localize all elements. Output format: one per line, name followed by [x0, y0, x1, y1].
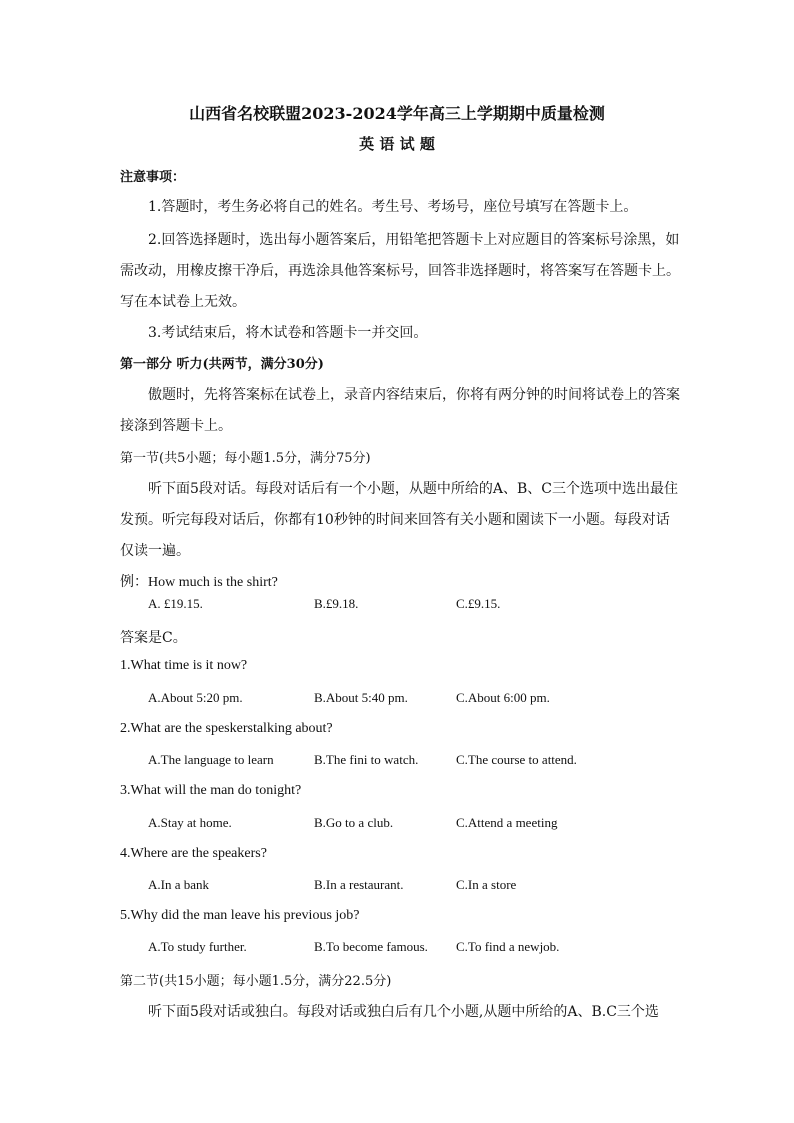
section2-instruction-line-1: 听下面5段对话或独白。每段对话或独白后有几个小题,从题中所给的A、B.C三个选	[148, 1004, 659, 1020]
question-1-option-c: C.About 6:00 pm.	[456, 690, 550, 705]
example-option-c: C.£9.15.	[456, 596, 501, 611]
question-3-option-b: B.Go to a club.	[314, 815, 394, 830]
question-3-option-c: C.Attend a meeting	[456, 815, 558, 830]
question-4-option-c: C.In a store	[456, 877, 517, 892]
example-answer: 答案是C。	[120, 630, 187, 646]
question-3-option-a: A.Stay at home.	[148, 815, 232, 830]
question-4: 4.Where are the speakers?	[120, 846, 267, 861]
section1-heading: 第一节(共5小题；每小题1.5分，满分75分)	[120, 451, 371, 466]
question-2-option-c: C.The course to attend.	[456, 752, 577, 767]
section2-heading: 第二节(共15小题；每小题1.5分，满分22.5分)	[120, 974, 392, 989]
question-4-option-a: A.In a bank	[148, 877, 210, 892]
example-question: 例：How much is the shirt?	[120, 575, 278, 590]
question-5-option-b: B.To become famous.	[314, 939, 428, 954]
subject-title: 英 语 试 题	[359, 135, 435, 153]
question-1: 1.What time is it now?	[120, 658, 248, 673]
question-1-option-b: B.About 5:40 pm.	[314, 690, 408, 705]
section1-instruction-line-2: 发预。听完每段对话后，你都有10秒钟的时间来回答有关小题和園读下一小题。每段对话	[120, 512, 670, 528]
part1-intro-line-2: 接涤到答题卡上。	[120, 418, 232, 434]
section1-instruction-line-1: 听下面5段对话。每段对话后有一个小题，从题中所给的A、B、C三个选项中选出最住	[148, 481, 679, 497]
section1-instruction-line-3: 仅读一遍。	[120, 543, 190, 559]
question-5-option-c: C.To find a newjob.	[456, 939, 560, 954]
notice-heading: 注意事项：	[120, 170, 186, 185]
part1-heading: 第一部分 听力(共两节，满分30分)	[120, 357, 324, 372]
question-2: 2.What are the speskerstalking about?	[120, 721, 333, 736]
notice-item-2-line-2: 需改动，用橡皮擦干净后，再选涂具他答案标号，回答非选择题时，将答案写在答题卡上。	[120, 263, 680, 279]
example-option-b: B.£9.18.	[314, 596, 359, 611]
question-4-option-b: B.In a restaurant.	[314, 877, 404, 892]
question-5-option-a: A.To study further.	[148, 939, 247, 954]
notice-item-3: 3.考试结束后，将木试卷和答题卡一并交回。	[148, 325, 428, 341]
question-1-option-a: A.About 5:20 pm.	[148, 690, 243, 705]
question-2-option-a: A.The language to learn	[148, 752, 274, 767]
notice-item-2-line-3: 写在本试卷上无效。	[120, 294, 246, 310]
question-3: 3.What will the man do tonight?	[120, 783, 302, 798]
part1-intro-line-1: 傲题时，先将答案标在试卷上，录音内容结束后，你将有两分钟的时间将试卷上的答案	[148, 387, 680, 403]
example-option-a: A. £19.15.	[148, 596, 203, 611]
notice-item-2-line-1: 2.回答选择题时，选出每小题答案后，用铅笔把答题卡上对应题目的答案标号涂黑，如	[148, 232, 680, 248]
question-5: 5.Why did the man leave his previous job?	[120, 908, 360, 923]
exam-title: 山西省名校联盟2023-2024学年高三上学期期中质量检测	[189, 104, 605, 123]
notice-item-1: 1.答题时，考生务必将自己的姓名。考生号、考场号，座位号填写在答题卡上。	[148, 199, 638, 215]
question-2-option-b: B.The fini to watch.	[314, 752, 419, 767]
